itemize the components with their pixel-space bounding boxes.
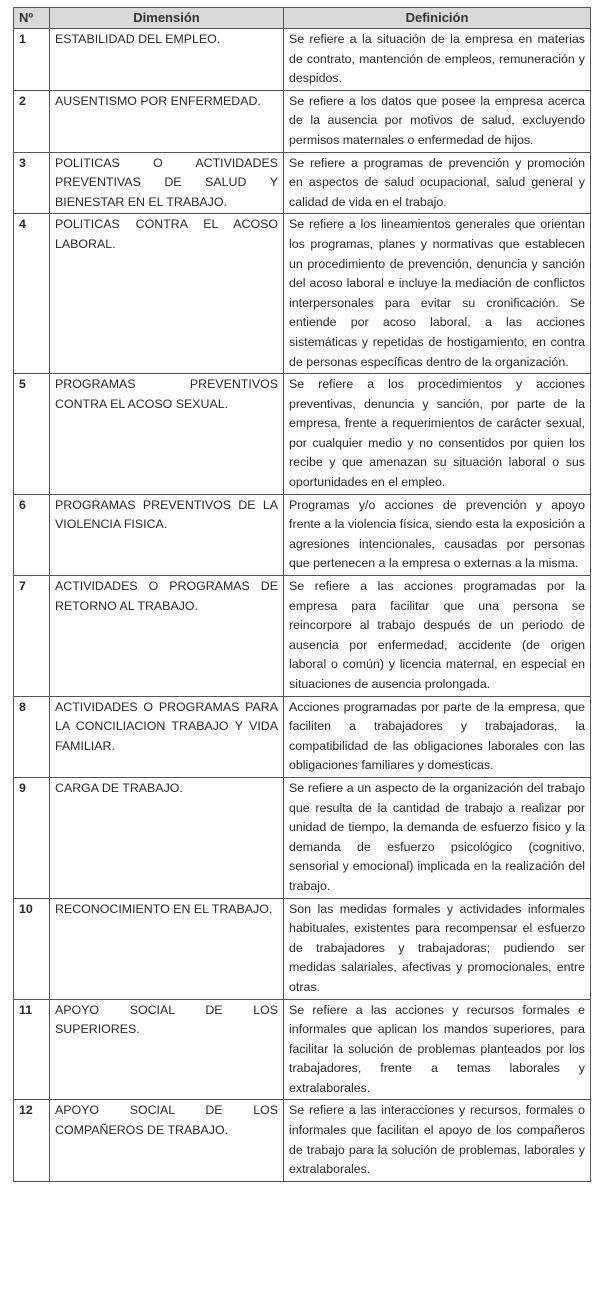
table-row: [14, 696, 591, 777]
row-dimension: APOYO SOCIAL DE LOS COMPAÑEROS DE TRABAJO.: [50, 1100, 284, 1181]
table-row: [14, 494, 591, 575]
row-definition: Programas y/o acciones de prevención y apoyo frente a la violencia física, siendo esta la exposición a agresiones intencionales, causadas por personas que pertenecen a la empresa o externas a la misma.: [284, 494, 591, 575]
header-dimension: Dimensión: [50, 8, 284, 29]
row-definition: Se refiere a los lineamientos generales que orientan los programas, planes y normativas que establecen un procedimiento de prevención, denuncia y sanción del acoso laboral e incluye la mediación de conflictos interpersonales para evitar su cronificación. Se entiende por acoso laboral, a las acciones sistemáticas y repetidas de hostigamiento, en contra de personas específicas dentro de la organización.: [284, 214, 591, 374]
row-number: 7: [14, 576, 50, 697]
row-dimension: PROGRAMAS PREVENTIVOS DE LA VIOLENCIA FISICA.: [50, 494, 284, 575]
row-definition: Se refiere a los procedimientos y acciones preventivas, denuncia y sanción, por parte de la empresa, frente a requerimientos de carácter sexual, por cualquier medio y no consentidos por quien los recibe y que amenazan su situación laboral o sus oportunidades en el empleo.: [284, 374, 591, 495]
table-row: [14, 90, 591, 152]
row-number: 11: [14, 999, 50, 1100]
row-definition: Se refiere a los datos que posee la empresa acerca de la ausencia por motivos de salud, excluyendo permisos maternales o enfermedad de hijos.: [284, 90, 591, 152]
table-row: [14, 999, 591, 1100]
row-definition: Se refiere a las acciones programadas por la empresa para facilitar que una persona se reincorpore al trabajo después de un periodo de ausencia por enfermedad, accidente (de origen laboral o común) y licencia maternal, en especial en situaciones de ausencia prolongada.: [284, 576, 591, 697]
row-number: 4: [14, 214, 50, 374]
row-number: 1: [14, 29, 50, 91]
row-dimension: CARGA DE TRABAJO.: [50, 777, 284, 898]
table-row: [14, 29, 591, 91]
header-num: Nº: [14, 8, 50, 29]
row-dimension: RECONOCIMIENTO EN EL TRABAJO.: [50, 898, 284, 999]
row-definition: Se refiere a programas de prevención y promoción en aspectos de salud ocupacional, salud general y calidad de vida en el trabajo.: [284, 152, 591, 214]
table-row: [14, 1100, 591, 1181]
row-definition: Se refiere a las interacciones y recursos, formales o informales que facilitan el apoyo de los compañeros de trabajo para la solución de problemas, laborales y extralaborales.: [284, 1100, 591, 1181]
table-row: [14, 152, 591, 214]
row-number: 2: [14, 90, 50, 152]
row-number: 9: [14, 777, 50, 898]
row-number: 6: [14, 494, 50, 575]
row-dimension: ACTIVIDADES O PROGRAMAS DE RETORNO AL TRABAJO.: [50, 576, 284, 697]
table-row: [14, 777, 591, 898]
row-dimension: APOYO SOCIAL DE LOS SUPERIORES.: [50, 999, 284, 1100]
row-dimension: ESTABILIDAD DEL EMPLEO.: [50, 29, 284, 91]
table-row: [14, 374, 591, 495]
table-header-row: [14, 8, 591, 29]
table-row: [14, 576, 591, 697]
row-definition: Se refiere a la situación de la empresa en materias de contrato, mantención de empleos, remuneración y despidos.: [284, 29, 591, 91]
table-row: [14, 898, 591, 999]
row-dimension: AUSENTISMO POR ENFERMEDAD.: [50, 90, 284, 152]
row-dimension: POLITICAS O ACTIVIDADES PREVENTIVAS DE SALUD Y BIENESTAR EN EL TRABAJO.: [50, 152, 284, 214]
row-dimension: PROGRAMAS PREVENTIVOS CONTRA EL ACOSO SEXUAL.: [50, 374, 284, 495]
row-number: 10: [14, 898, 50, 999]
row-definition: Se refiere a un aspecto de la organización del trabajo que resulta de la cantidad de trabajo a realizar por unidad de tiempo, la demanda de esfuerzo fisico y la demanda de esfuerzo psicológico (cognitivo, sensorial y emocional) implicada en la realización del trabajo.: [284, 777, 591, 898]
row-number: 3: [14, 152, 50, 214]
dimensions-table: [13, 7, 591, 1182]
table-row: [14, 214, 591, 374]
row-dimension: ACTIVIDADES O PROGRAMAS PARA LA CONCILIACION TRABAJO Y VIDA FAMILIAR.: [50, 696, 284, 777]
header-definition: Definición: [284, 8, 591, 29]
row-number: 8: [14, 696, 50, 777]
row-number: 12: [14, 1100, 50, 1181]
row-definition: Se refiere a las acciones y recursos formales e informales que aplican los mandos superiores, para facilitar la solución de problemas planteados por los trabajadores, frente a temas laborales y extralaborales.: [284, 999, 591, 1100]
row-definition: Son las medidas formales y actividades informales habituales, existentes para recompensar el esfuerzo de trabajadores y trabajadoras; pudiendo ser medidas salariales, afectivas y promocionales, entre otras.: [284, 898, 591, 999]
row-definition: Acciones programadas por parte de la empresa, que faciliten a trabajadores y trabajadoras, la compatibilidad de las obligaciones laborales con las obligaciones familiares y domesticas.: [284, 696, 591, 777]
row-number: 5: [14, 374, 50, 495]
row-dimension: POLITICAS CONTRA EL ACOSO LABORAL.: [50, 214, 284, 374]
